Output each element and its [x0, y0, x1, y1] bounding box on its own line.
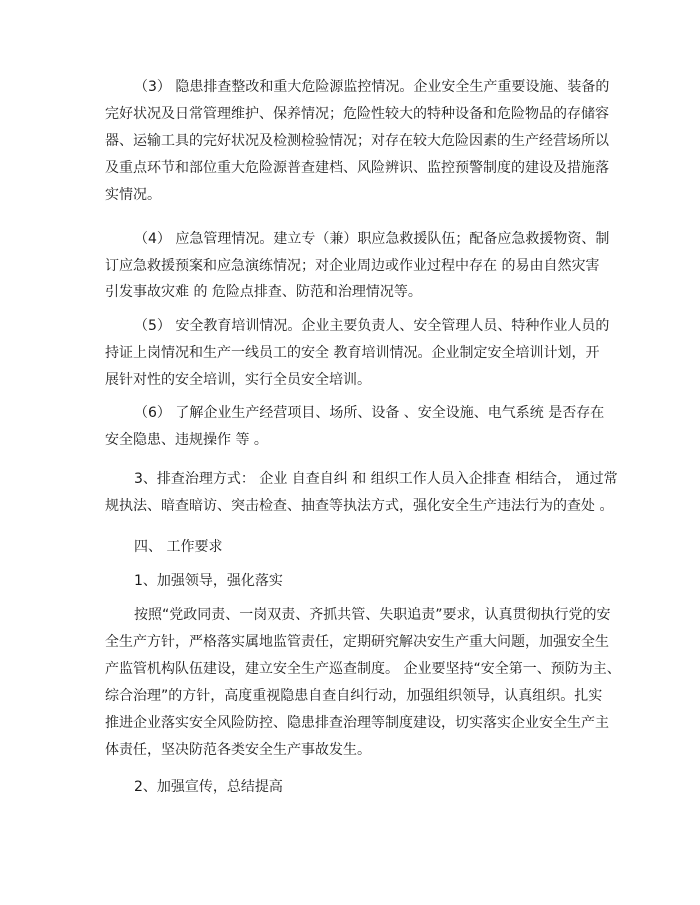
text-line: 持证上岗情况和生产一线员工的安全 教育培训情况。企业制定安全培训计划，开 [105, 345, 600, 361]
text-line: 规执法、暗查暗访、突击检查、抽查等执法方式，强化安全生产违法行为的查处 。 [105, 498, 614, 514]
text-line: 产监管机构队伍建设，建立安全生产巡查制度。 企业要坚持“安全第一、预防为主、 [105, 661, 621, 677]
text-line: 完好状况及日常管理维护、保养情况；危险性较大的特种设备和危险物品的存储容 [105, 106, 609, 122]
text-line: 展针对性的安全培训，实行全员安全培训。 [105, 372, 371, 388]
section-heading-work-requirements: 四、 工作要求 [134, 539, 223, 555]
text-line: 实情况。 [105, 187, 161, 203]
text-line: 及重点环节和部位重大危险源普查建档、风险辨识、监控预警制度的建设及措施落 [105, 160, 609, 176]
text-line: （6） 了解企业生产经营项目、场所、设备 、安全设施、电气系统 是否存在 [134, 405, 605, 421]
subheading-publicity: 2、加强宣传，总结提高 [134, 779, 283, 795]
text-line: 安全隐患、违规操作 等 。 [105, 432, 268, 448]
text-line: 器、运输工具的完好状况及检测检验情况；对存在较大危险因素的生产经营场所以 [105, 133, 609, 149]
text-line: （3） 隐患排查整改和重大危险源监控情况。企业安全生产重要设施、装备的 [134, 79, 610, 95]
text-line: 推进企业落实安全风险防控、隐患排查治理等制度建设，切实落实企业安全生产主 [105, 715, 609, 731]
text-line: 引发事故灾难 的 危险点排查、防范和治理情况等。 [105, 284, 422, 300]
text-line: 订应急救援预案和应急演练情况；对企业周边或作业过程中存在 的易由自然灾害 [105, 258, 600, 274]
text-line: （5） 安全教育培训情况。企业主要负责人、安全管理人员、特种作业人员的 [134, 318, 610, 334]
text-line: 按照“党政同责、一岗双责、齐抓共管、失职追责”要求，认真贯彻执行党的安 [134, 607, 611, 623]
text-line: 体责任，坚决防范各类安全生产事故发生。 [105, 742, 371, 758]
text-line: 综合治理”的方针，高度重视隐患自查自纠行动，加强组织领导，认真组织。扎实 [105, 688, 603, 704]
text-line: 全生产方针，严格落实属地监管责任，定期研究解决安生产重大问题，加强安全生 [105, 634, 609, 650]
text-line: （4） 应急管理情况。建立专（兼）职应急救援队伍；配备应急救援物资、制 [134, 231, 610, 247]
subheading-leadership: 1、加强领导，强化落实 [134, 573, 283, 589]
text-line: 3、排查治理方式： 企业 自查自纠 和 组织工作人员入企排查 相结合， 通过常 [134, 471, 618, 487]
